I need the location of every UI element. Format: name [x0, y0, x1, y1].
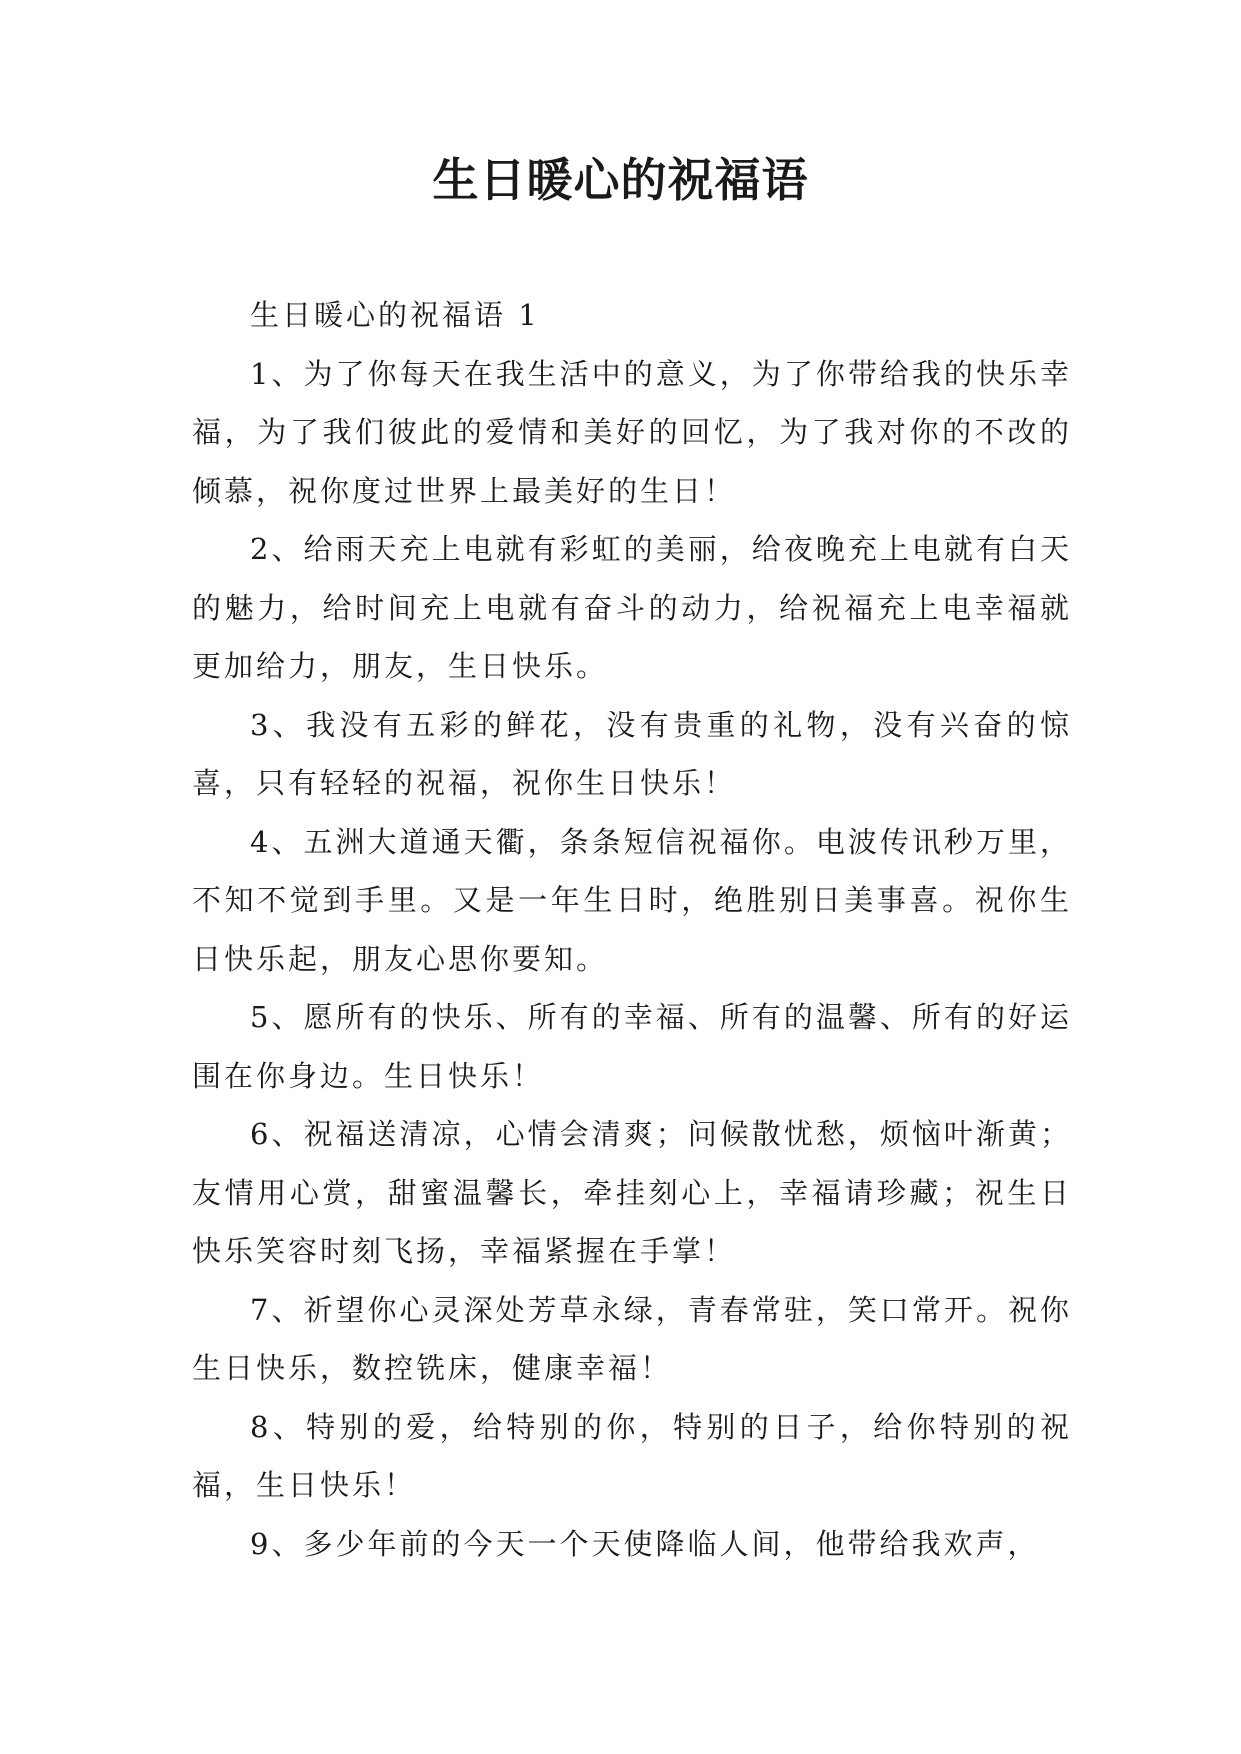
document-body — [192, 286, 1072, 1573]
paragraph-2: 2、给雨天充上电就有彩虹的美丽，给夜晚充上电就有白天的魅力，给时间充上电就有奋斗的动力，给祝福充上电幸福就更加给力，朋友，生日快乐。 — [192, 532, 1072, 683]
paragraph-5: 5、愿所有的快乐、所有的幸福、所有的温馨、所有的好运围在你身边。生日快乐！ — [192, 1000, 1072, 1093]
paragraph-4: 4、五洲大道通天衢，条条短信祝福你。电波传讯秒万里，不知不觉到手里。又是一年生日时，绝胜别日美事喜。祝你生日快乐起，朋友心思你要知。 — [192, 824, 1072, 976]
document-title: 生日暖心的祝福语 — [432, 153, 809, 207]
paragraph-9: 9、多少年前的今天一个天使降临人间，他带给我欢声， — [250, 1526, 1040, 1561]
section-heading: 生日暖心的祝福语 1 — [250, 298, 540, 332]
paragraph-8: 8、特别的爱，给特别的你，特别的日子，给你特别的祝福，生日快乐！ — [192, 1409, 1072, 1502]
paragraph-6: 6、祝福送清凉，心情会清爽；问候散忧愁，烦恼叶渐黄；友情用心赏，甜蜜温馨长，牵挂刻心上，幸福请珍藏；祝生日快乐笑容时刻飞扬，幸福紧握在手掌！ — [192, 1117, 1072, 1268]
paragraph-1: 1、为了你每天在我生活中的意义，为了你带给我的快乐幸福，为了我们彼此的爱情和美好的回忆，为了我对你的不改的倾慕，祝你度过世界上最美好的生日！ — [192, 356, 1072, 508]
paragraph-3: 3、我没有五彩的鲜花，没有贵重的礼物，没有兴奋的惊喜，只有轻轻的祝福，祝你生日快乐！ — [192, 707, 1072, 800]
paragraph-7: 7、祈望你心灵深处芳草永绿，青春常驻，笑口常开。祝你生日快乐，数控铣床，健康幸福！ — [192, 1292, 1072, 1385]
